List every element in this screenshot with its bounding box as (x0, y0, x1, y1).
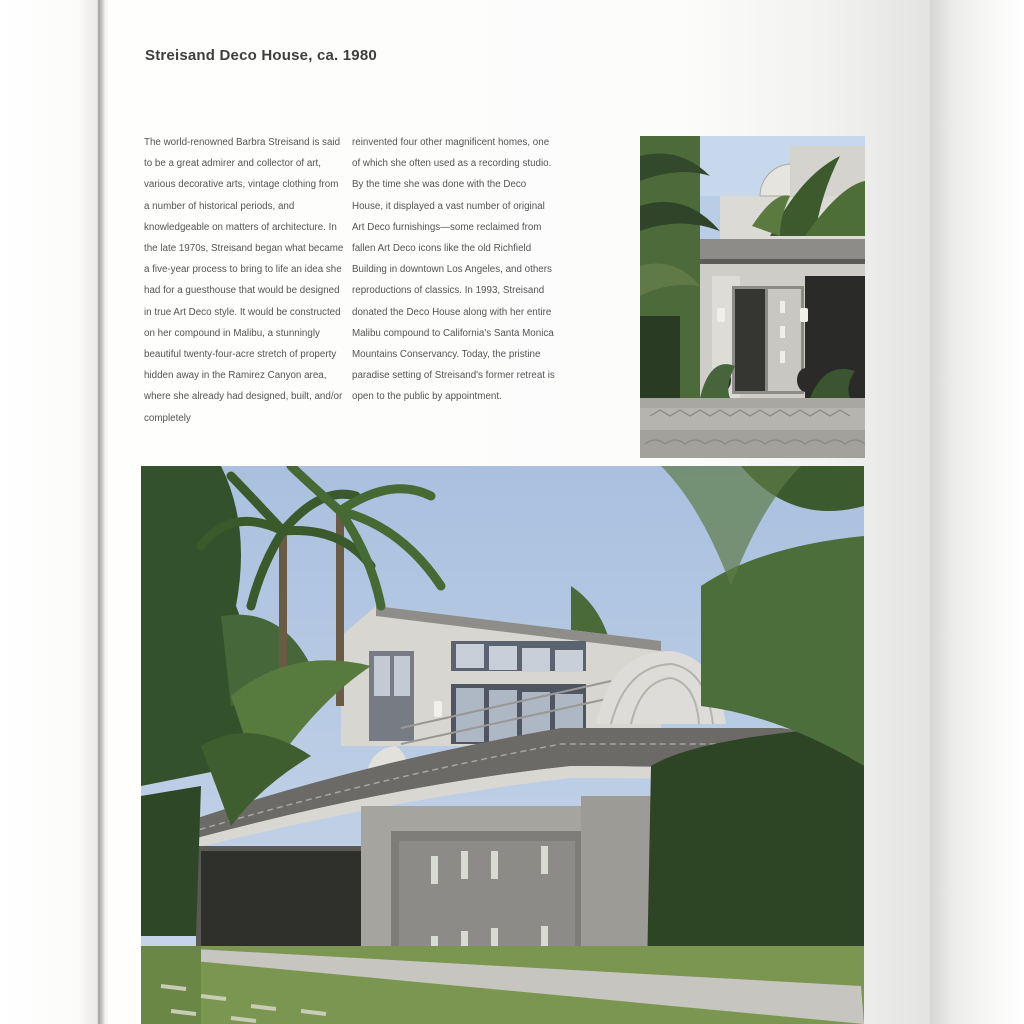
book-gutter (0, 0, 112, 1024)
page-title: Streisand Deco House, ca. 1980 (145, 47, 377, 64)
body-text-column-2: reinvented four other magnificent homes, one of which she often used as a recording studio. By the time she was done with the Deco House, it displayed a vast number of original Art Deco furnishings—some reclaimed from fallen Art Deco icons like the old Richfield Building in downtown Los Angeles, and others reproductions of classics. In 1993, Streisand donated the Deco House along with her entire Malibu compound to California's Santa Monica Mountains Conservancy. Today, the pristine paradise setting of Streisand's former retreat is open to the public by appointment. (352, 137, 555, 403)
entrance-photo (640, 136, 865, 458)
deco-house-photo (141, 466, 864, 1024)
body-text-column-1: The world-renowned Barbra Streisand is said to be a great admirer and collector of art, various decorative arts, vintage clothing from a number of historical periods, and knowledgeable on matters of architecture. In the late 1970s, Streisand began what became a five-year process to bring to life an idea she had for a guesthouse that would be designed in true Art Deco style. It would be constructed on her compound in Malibu, a stunningly beautiful twenty-four-acre stretch of property hidden away in the Ramirez Canyon area, where she already had designed, built, and/or completely (144, 137, 344, 424)
gutter-shadow-line (98, 0, 100, 1024)
page-edge (930, 0, 1024, 1024)
